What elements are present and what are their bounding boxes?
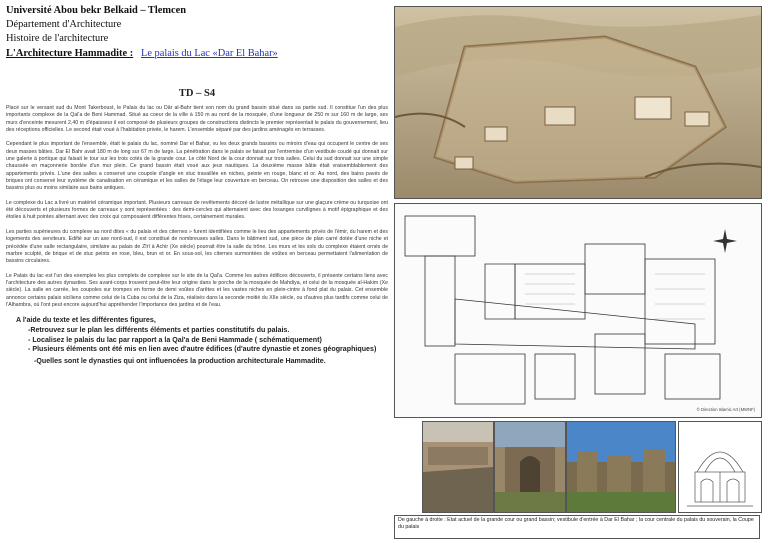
figure-caption: De gauche à droite : Etat actuel de la grande cour ou grand bassin; vestibule d'entrée à Dar El Bahar ; la cour centrale du palais du souverain, la Coupe du palais <box>394 515 760 539</box>
photo-central-court <box>566 421 676 513</box>
dome-drawing <box>678 421 762 513</box>
questions-intro: A l'aide du texte et les différentes figures, <box>16 316 156 325</box>
photo-vestibule <box>494 421 566 513</box>
paragraph-2: Cependant le plus important de l'ensemble, était le palais du lac, nommé Dar el Bahar, vu les deux grands bassins ou miroirs d'eau qui occupent le centre de ses deux masses bâties. Dar El Bahr avait 180 m de long sur 67 m de large. La pénétration dans le palais se faisait par l'entremise d'un vestibule coudé qui donnait sur une galerie à portique qui faisait le tour sur les trois cotés de la grande cour. Le côté Nord de la cour donnait sur trois salles. Celui du sud donnait sur une simple chaussée en maçonnerie bordée d'un mur plein. Ce grand bassin était voué aux jeux nautiques. La deuxième masse bâtie était vraisemblablement des appartements privés. L'une des salles a conservé une coupole d'angle en stuc travaillée en niches, peinte en rouge, blanc et or. Au nord, des bains pavés de briques ont conservé leur système de canalisation en céramique et les salles de l'étage leur couverture en berceau. On retrouve une disposition des salles et des bassins plus ou moins similaire aux bains antiques. <box>6 141 388 192</box>
palace-plan <box>394 203 762 418</box>
arch-link[interactable]: Le palais du Lac «Dar El Bahar» <box>140 48 278 59</box>
paragraph-5: Le Palais du lac est l'un des exemples les plus complets de complexe sur le site de la Qal'a. Comme les autres édifices découverts, il présente certains liens avec l'architecture des autres dynasties. Ses avant-corps trouvent peut-être leur origine dans le porche de la mosquée de Mahdiya, et celui de la mosquée al-Hakim (Xe siècle). La salle en carrée, les coupoles sur trompes en forme de demi voûtes d'arêtes et les vastes niches en plein-cintre à fond plat du palais. Cet ensemble annonce certains palais siciliens comme celui de la Cuba ou celui de la Ziza, réalisés dans la seconde moitié du XIIe siècle, ou d'autres plus tardifs comme celui de l'Alhambra, où l'ont peut encore aujourd'hui appréhender l'importance des jardins et de l'eau. <box>6 272 388 308</box>
arch-title: L'Architecture Hammadite : <box>6 48 134 59</box>
plan-credit: © Direction Islamic Art (MWNF) <box>696 407 755 412</box>
text-column <box>6 4 388 540</box>
photo-grand-court <box>422 421 494 513</box>
question-2: - Localisez le palais du lac par rapport a la Qal'a de Beni Hammade ( schématiquement) <box>28 335 322 344</box>
question-1: -Retrouvez sur le plan les différents éléments et parties constitutifs du palais. <box>28 326 290 335</box>
paragraph-3: Le complexe du Lac a livré un matériel céramique important. Plusieurs carreaux de revêtements décoré de lustre métallique sur une glaçure crème ou turquoise ont été découverts et plusieurs formes de carreaux y sont représentées : des demi-cercles qui alternaient avec des losanges curvilignes à motif épigraphique et des étoiles à huit pointes alternant avec des croix qui composaient différentes frises, certainement murales. <box>6 199 388 221</box>
model-photo <box>394 6 762 199</box>
question-3: - Plusieurs éléments ont été mis en lien avec d'autre édifices (d'autre dynastie et zones géographiques) <box>28 345 377 354</box>
course-name: Histoire de l'architecture <box>6 33 109 44</box>
paragraph-1: Placé sur le versant sud du Mont Takerboust, le Palais du lac ou Dâr al-Bahr tient son nom du grand bassin situé dans sa partie sud. Il constitue l'un des plus importants complexe de la Qal'a de Beni Hammad. Situé au coeur de la ville à 150 m au nord de la mosquée, d'une longueur de 250 m sur 160 m de large, ses murs d'enceinte mesurent 2,40 m d'épaisseur il est composé de plusieurs groupes de constructions distincts le premier représentait le palais du gouvernement, lieu des réceptions officielles. Le second était voué à l'habitation privée, le harem. L'ensemble séparé par des jardins aménagés en terrasses. <box>6 105 388 134</box>
architecture-heading <box>6 47 388 61</box>
paragraph-4: Les parties supérieures du complexe au nord dites « du palais et des citernes » furent identifiées comme le lieu des appartements privés de l'émir, du harem et des logements des serviteurs. Edifié sur un axe nord-sud, il est constitué de nombreuses salles. Dans le bâtiment sud, une pièce de plan carré dotée d'une niche et précédée d'une salle rectangulaire, similaire au palais de Zîrî à Achir (Xe siècle) pourrait être la salle du trône. Les murs et les sols du complexe étaient ornés de marbre sculpté, de brique et de stuc peints en rose, bleu, brun et or. En sous-sol, les citernes surmontées de voûtes en berceau permettaient l'alimentation de bassins circulaires. <box>6 228 388 265</box>
university-name: Université Abou bekr Belkaid – Tlemcen <box>6 5 187 16</box>
question-4: -Quelles sont le dynasties qui ont influencées la production architecturale Hammadite. <box>34 357 326 366</box>
td-title: TD – S4 <box>178 88 216 99</box>
department-name: Département d'Architecture <box>6 19 122 30</box>
